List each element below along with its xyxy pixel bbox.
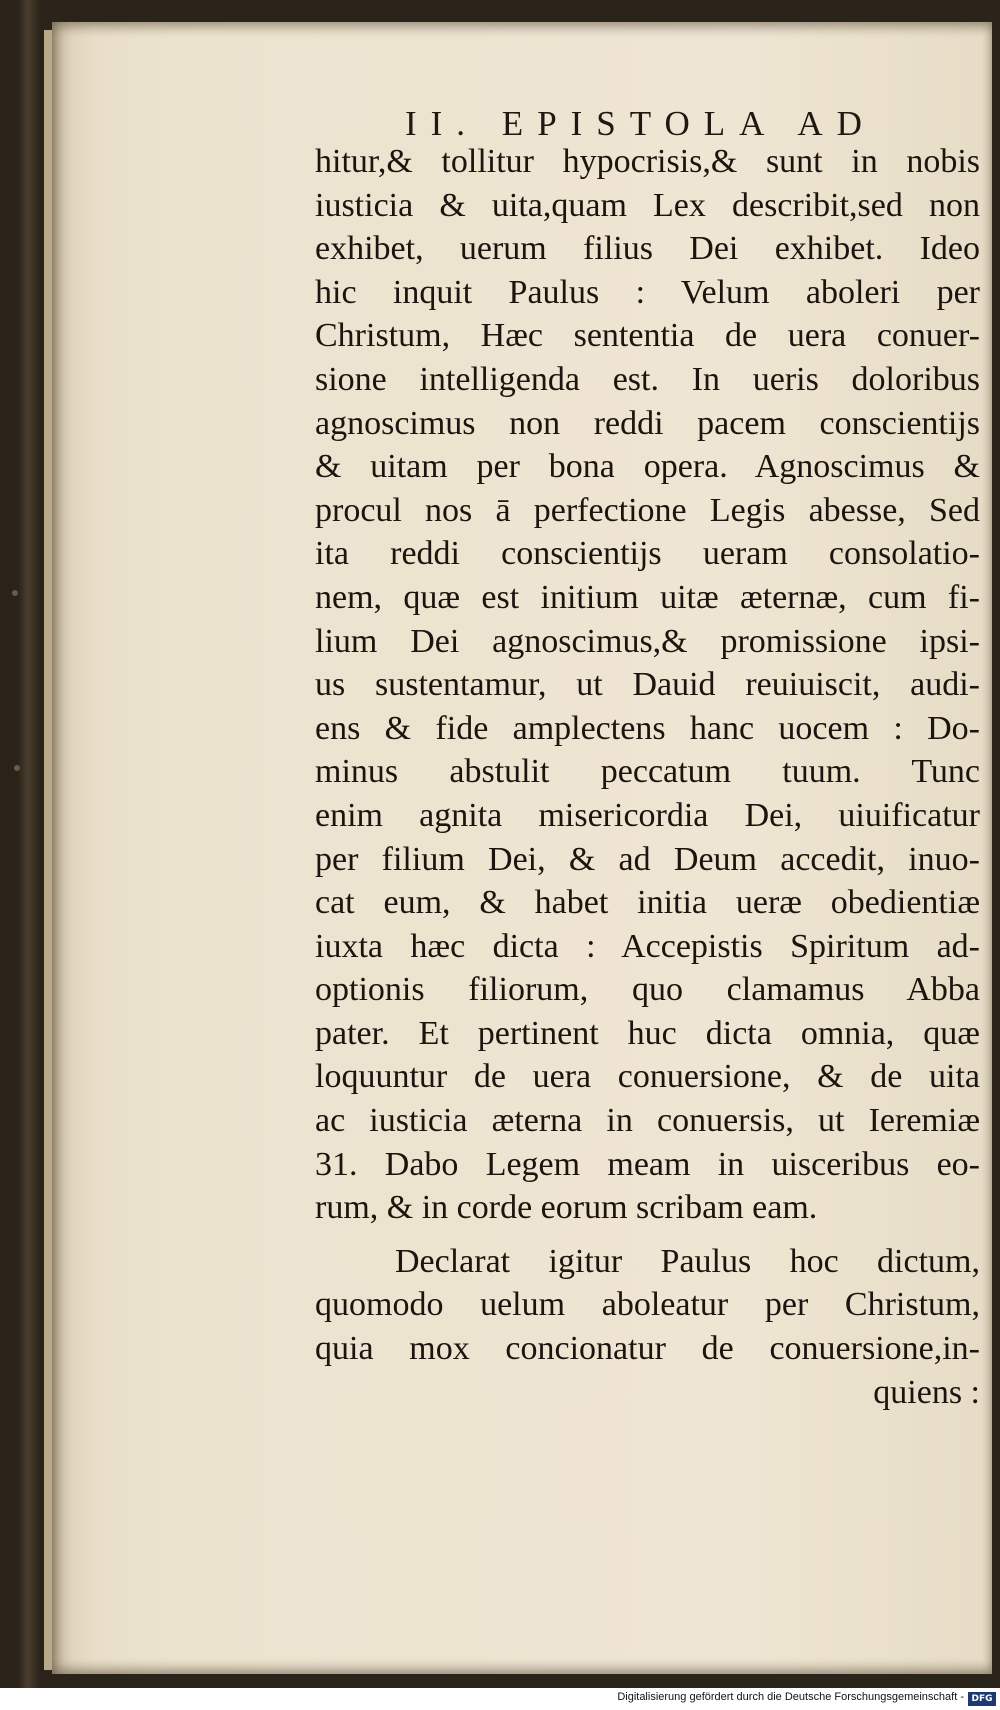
text-line: iuxta hæc dicta : Accepistis Spiritum ad- [315, 927, 980, 965]
text-line: Christum, Hæc sententia de uera conuer- [315, 317, 980, 355]
binding-mark [12, 590, 18, 596]
text-line: loquuntur de uera conuersione, & de uita [315, 1058, 980, 1096]
text-line: & uitam per bona opera. Agnoscimus & [315, 448, 980, 486]
text-line: per filium Dei, & ad Deum accedit, inuo- [315, 840, 980, 878]
text-line: sione intelligenda est. In ueris doloribus [315, 360, 980, 398]
text-line: Declarat igitur Paulus hoc dictum, [395, 1242, 980, 1280]
text-line: ac iusticia æterna in conuersis, ut Ieremiæ [315, 1102, 980, 1140]
text-line: rum, & in corde eorum scribam eam. [315, 1189, 818, 1227]
text-line: iusticia & uita,quam Lex describit,sed non [315, 186, 980, 224]
text-line: quia mox concionatur de conuersione,in- [315, 1330, 980, 1368]
text-line: optionis filiorum, quo clamamus Abba [315, 971, 980, 1009]
catchword: quiens : [873, 1373, 980, 1411]
text-line: agnoscimus non reddi pacem conscientijs [315, 404, 980, 442]
text-line: ens & fide amplectens hanc uocem : Do- [315, 709, 980, 747]
text-line: procul nos ā perfectione Legis abesse, Sed [315, 491, 980, 529]
text-line: hic inquit Paulus : Velum aboleri per [315, 273, 980, 311]
text-line: exhibet, uerum filius Dei exhibet. Ideo [315, 230, 980, 268]
binding-mark [14, 765, 20, 771]
text-line: minus abstulit peccatum tuum. Tunc [315, 753, 980, 791]
dfg-logo: DFG [968, 1692, 996, 1706]
text-line: 31. Dabo Legem meam in uisceribus eo- [315, 1145, 980, 1183]
text-line: pater. Et pertinent huc dicta omnia, quæ [315, 1014, 980, 1052]
text-line: us sustentamur, ut Dauid reuiuiscit, audi- [315, 666, 980, 704]
text-line: hitur,& tollitur hypocrisis,& sunt in nobis [315, 143, 980, 180]
text-line: lium Dei agnoscimus,& promissione ipsi- [315, 622, 980, 660]
text-line: nem, quæ est initium uitæ æternæ, cum fi- [315, 578, 980, 616]
text-line: ita reddi conscientijs ueram consolatio- [315, 535, 980, 573]
digitization-footer [0, 1688, 1000, 1710]
text-line: quomodo uelum aboleatur per Christum, [315, 1286, 980, 1324]
main-text [315, 140, 980, 1414]
text-line: enim agnita misericordia Dei, uiuificatur [315, 796, 980, 834]
funding-credit: Digitalisierung gefördert durch die Deutsche Forschungsgemeinschaft - [617, 1691, 964, 1703]
running-head: II. EPISTOLA AD [405, 104, 876, 143]
text-line: cat eum, & habet initia ueræ obedientiæ [315, 884, 980, 922]
